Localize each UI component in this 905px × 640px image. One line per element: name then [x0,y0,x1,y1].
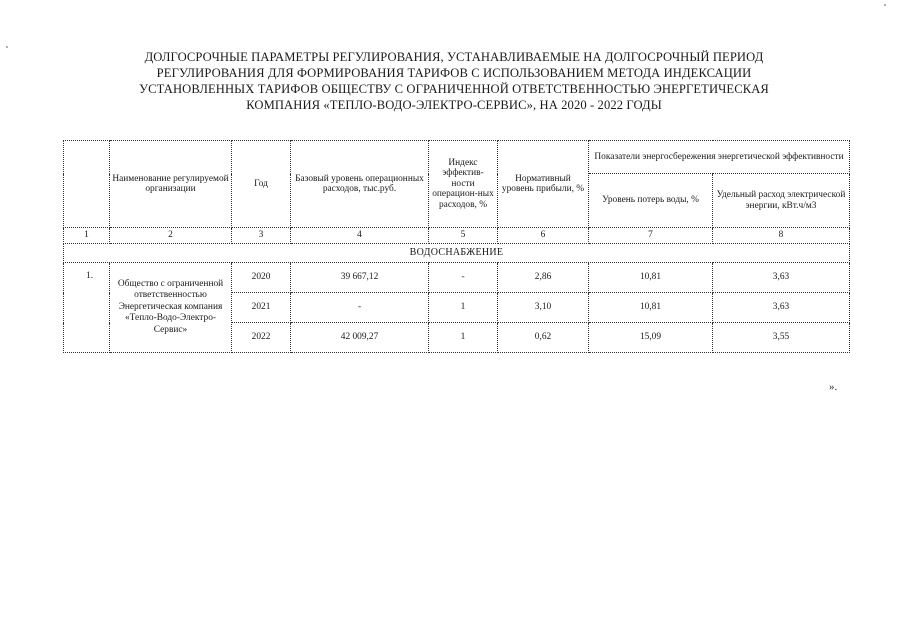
scan-speck [6,46,8,48]
header-energy-group: Показатели энергосбережения энергетической эффективности [589,141,850,174]
scan-speck [884,4,886,6]
base-level-cell: - [291,293,429,323]
title-line-1: ДОЛГОСРОЧНЫЕ ПАРАМЕТРЫ РЕГУЛИРОВАНИЯ, УСТАНАВЛИВАЕМЫЕ НА ДОЛГОСРОЧНЫЙ ПЕРИОД [144,50,764,64]
header-base-level: Базовый уровень операционных расходов, тыс.руб. [291,141,429,228]
base-level-cell: 39 667,12 [291,263,429,293]
energy-consumption-cell: 3,55 [713,323,850,353]
water-losses-cell: 10,81 [589,293,713,323]
column-number: 1 [64,228,110,244]
document-title [60,49,848,113]
profit-level-cell: 3,10 [498,293,589,323]
parameters-table [63,140,850,353]
efficiency-index-cell: 1 [429,293,498,323]
profit-level-cell: 2,86 [498,263,589,293]
column-number: 8 [713,228,850,244]
title-line-4: КОМПАНИЯ «ТЕПЛО-ВОДО-ЭЛЕКТРО-СЕРВИС», НА 2020 - 2022 ГОДЫ [246,98,662,112]
header-year: Год [232,141,291,228]
header-water-losses: Уровень потерь воды, % [589,174,713,228]
section-heading: ВОДОСНАБЖЕНИЕ [64,244,850,263]
column-number: 7 [589,228,713,244]
title-line-2: РЕГУЛИРОВАНИЯ ДЛЯ ФОРМИРОВАНИЯ ТАРИФОВ С ИСПОЛЬЗОВАНИЕМ МЕТОДА ИНДЕКСАЦИИ [156,66,752,80]
column-number: 5 [429,228,498,244]
profit-level-cell: 0,62 [498,323,589,353]
header-energy-consumption: Удельный расход электрической энергии, кВт.ч/м3 [713,174,850,228]
efficiency-index-cell: 1 [429,323,498,353]
energy-consumption-cell: 3,63 [713,263,850,293]
water-losses-cell: 15,09 [589,323,713,353]
year-cell: 2021 [232,293,291,323]
header-organization: Наименование регулируемой организации [110,141,232,228]
water-losses-cell: 10,81 [589,263,713,293]
table-row [64,263,850,293]
item-number: 1. [64,263,110,353]
header-col1 [64,141,110,228]
energy-consumption-cell: 3,63 [713,293,850,323]
base-level-cell: 42 009,27 [291,323,429,353]
column-number: 6 [498,228,589,244]
column-number: 3 [232,228,291,244]
column-number: 2 [110,228,232,244]
column-number-row [64,228,850,244]
closing-quote-mark: ». [829,381,838,393]
year-cell: 2020 [232,263,291,293]
title-line-3: УСТАНОВЛЕННЫХ ТАРИФОВ ОБЩЕСТВУ С ОГРАНИЧЕННОЙ ОТВЕТСТВЕННОСТЬЮ ЭНЕРГЕТИЧЕСКАЯ [139,82,769,96]
year-cell: 2022 [232,323,291,353]
header-efficiency-index: Индекс эффектив-ности операцион-ных расходов, % [429,141,498,228]
organization-name: Общество с ограниченной ответственностью Энергетическая компания «Тепло-Водо-Электро-Сервис» [110,263,232,353]
column-number: 4 [291,228,429,244]
efficiency-index-cell: - [429,263,498,293]
header-profit-level: Нормативный уровень прибыли, % [498,141,589,228]
